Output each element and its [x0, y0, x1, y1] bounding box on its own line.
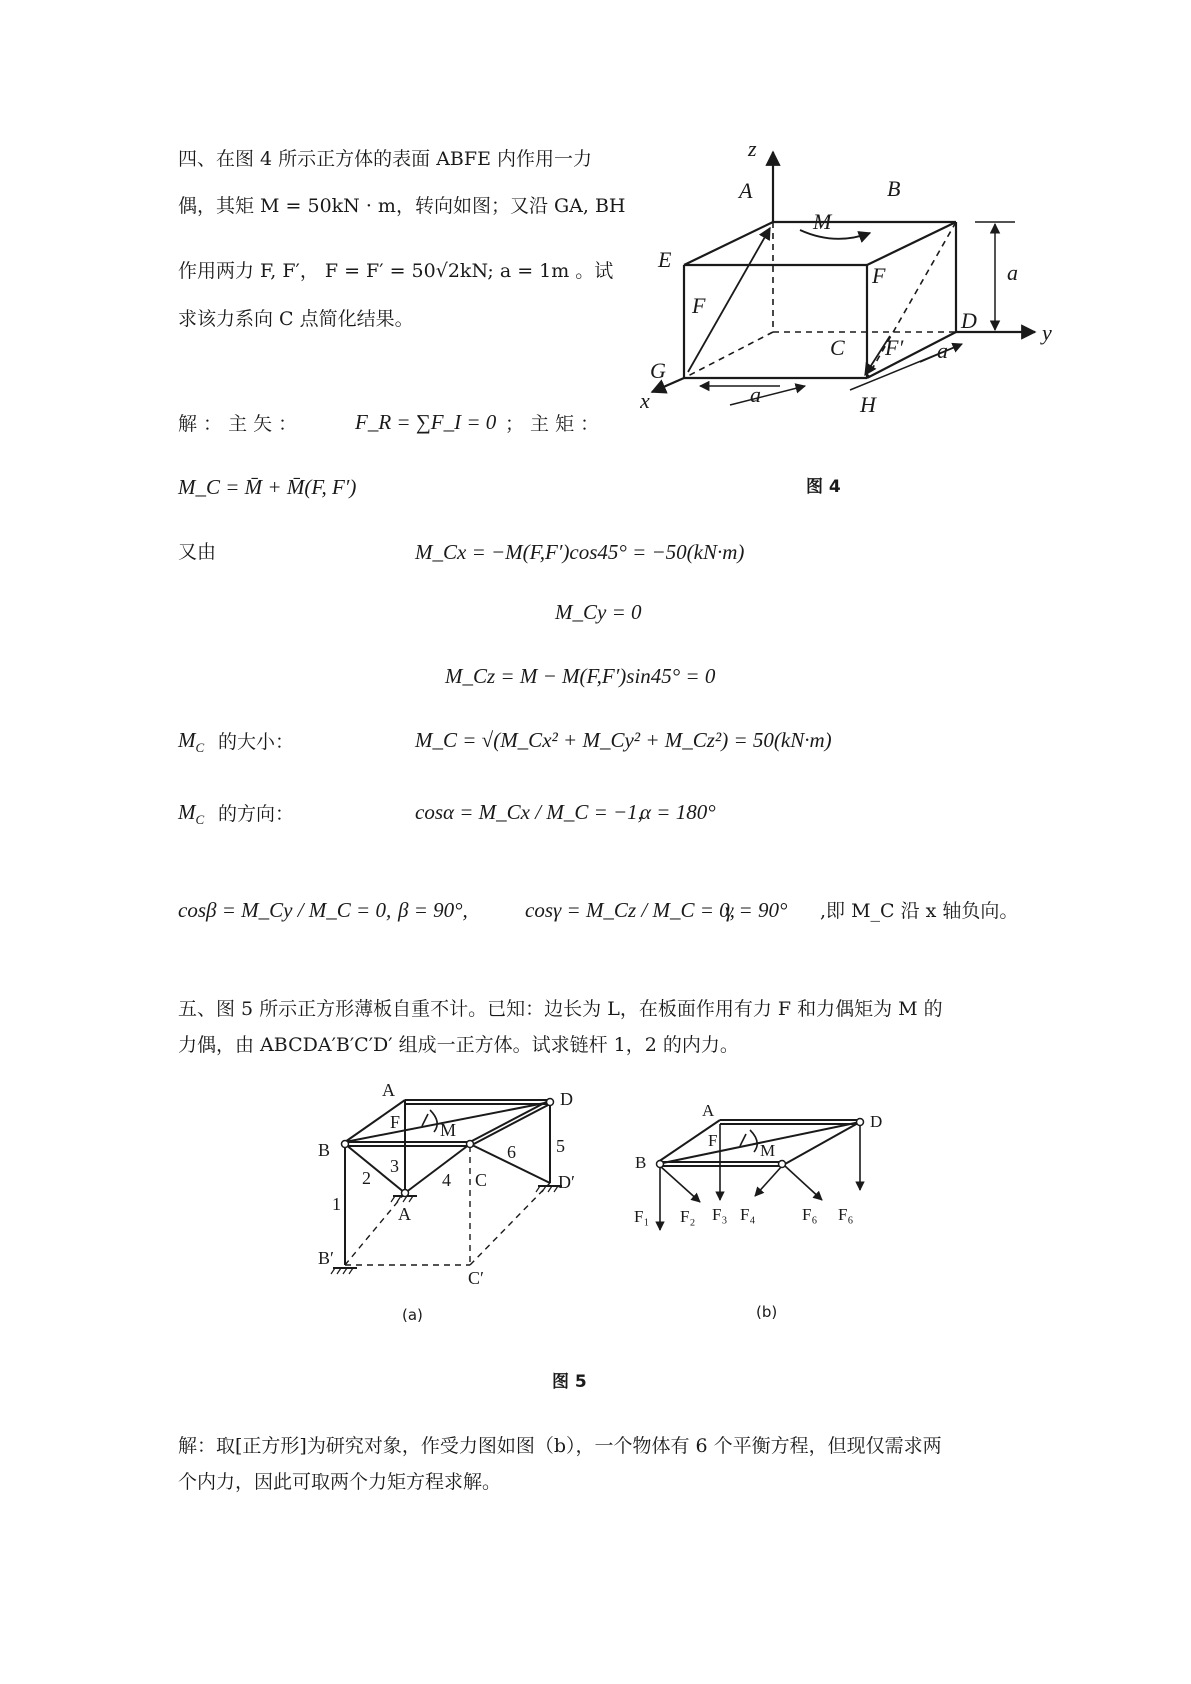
label-D: D: [961, 308, 977, 333]
fig5b-label-F1: F₁: [634, 1207, 650, 1226]
label-B: B: [887, 176, 901, 201]
solution4-main-moment-label: ； 主 矩 ：: [505, 413, 600, 435]
label-H: H: [860, 392, 876, 417]
mc-symbol-1: $M_C$: [178, 728, 205, 756]
label-F-force: F: [692, 293, 706, 318]
mc-symbol-2: $M_C$: [178, 800, 205, 828]
problem5-line2: 力偶，由 ABCDA′B′C′D′ 组成一正方体。试求链杆 1，2 的内力。: [178, 1034, 739, 1056]
solution4-mcz-eq: M_Cz = M − M(F,F′)sin45° = 0: [445, 664, 716, 688]
problem4-line1: 四、在图 4 所示正方体的表面 ABFE 内作用一力: [178, 148, 592, 170]
fig5a-label-2: 2: [362, 1168, 371, 1188]
solution4-mcy-eq: M_Cy = 0: [555, 600, 642, 624]
fig5b-label-F6a: F₆: [802, 1205, 818, 1224]
fig5a-label-D: D: [560, 1089, 573, 1109]
fig5b-label-F3: F₃: [712, 1205, 728, 1224]
problem5-line1: 五、图 5 所示正方形薄板自重不计。已知：边长为 L，在板面作用有力 F 和力偶矩为 M 的: [178, 998, 943, 1020]
solution4-mc-eq: M_C = M̄ + M̄(F, F′): [178, 475, 357, 499]
fig5b-label-A: A: [702, 1101, 715, 1120]
solution5-line2: 个内力，因此可取两个力矩方程求解。: [178, 1471, 502, 1493]
figure-5b-free-body: [630, 1100, 890, 1280]
label-F-vertex: F: [872, 263, 886, 288]
fig5a-label-1: 1: [332, 1194, 341, 1214]
label-G: G: [650, 358, 666, 383]
label-F-prime: F′: [885, 335, 904, 360]
solution4-gamma-val: γ = 90°: [725, 898, 788, 922]
label-M: M: [813, 209, 832, 234]
fig5a-label-5: 5: [556, 1136, 565, 1156]
figure-5a-caption: (a): [402, 1306, 423, 1324]
solution4-cos-beta-eq: cosβ = M_Cy / M_C = 0,: [178, 898, 392, 922]
fig5b-label-F2: F₂: [680, 1207, 696, 1226]
label-C: C: [830, 335, 845, 360]
figure-5a-cube: [310, 1080, 600, 1340]
solution4-magnitude-label: 的大小：: [218, 731, 295, 753]
fig5a-label-C: C: [475, 1170, 488, 1190]
fig5a-label-A-top: A: [382, 1080, 395, 1100]
problem4-line3: 作用两力 F, F′， F = F′ = 50√2kN; a = 1m 。试: [178, 260, 614, 282]
fig5b-label-F: F: [708, 1131, 718, 1150]
fig5a-label-C-prime: C′: [468, 1268, 484, 1288]
fig5a-label-F: F: [390, 1112, 401, 1132]
fig5a-label-A-bottom: A: [398, 1204, 411, 1224]
label-a-bottom: a: [750, 382, 761, 407]
solution4-intro: 解 ： 主 矢 ：: [178, 413, 298, 435]
solution4-magnitude-eq: M_C = √(M_Cx² + M_Cy² + M_Cz²) = 50(kN·m): [415, 728, 832, 752]
solution4-conclusion: ,即 M_C 沿 x 轴负向。: [820, 900, 1019, 922]
fig5b-label-F6b: F₆: [838, 1205, 854, 1224]
fig5a-label-4: 4: [442, 1170, 451, 1190]
solution4-mcx-eq: M_Cx = −M(F,F′)cos45° = −50(kN·m): [415, 540, 745, 564]
problem4-line2: 偶，其矩 M = 50kN · m，转向如图；又沿 GA, BH: [178, 195, 626, 217]
fig5b-label-D: D: [870, 1112, 883, 1131]
label-a-vertical: a: [1007, 260, 1018, 285]
label-x: x: [640, 388, 650, 413]
fig5b-label-B: B: [635, 1153, 647, 1172]
figure-5-caption: 图 5: [552, 1372, 587, 1392]
label-A: A: [739, 178, 753, 203]
solution4-cos-alpha-eq: cosα = M_Cx / M_C = −1,: [415, 800, 643, 824]
fig5b-label-F4: F₄: [740, 1205, 756, 1224]
problem4-line4: 求该力系向 C 点简化结果。: [178, 308, 414, 330]
figure-4-cube: [640, 140, 1060, 430]
fig5a-label-D-prime: D′: [558, 1172, 575, 1192]
figure-5b-caption: (b): [756, 1303, 778, 1321]
solution5-line1: 解：取[正方形]为研究对象，作受力图如图（b），一个物体有 6 个平衡方程，但现仅需求两: [178, 1435, 942, 1457]
label-E: E: [658, 247, 672, 272]
solution4-direction-label: 的方向：: [218, 803, 295, 825]
fig5a-label-3: 3: [390, 1156, 399, 1176]
fig5a-label-M: M: [440, 1120, 457, 1140]
solution4-main-vector-eq: F_R = ∑F_I = 0: [355, 410, 497, 434]
fig5b-label-M: M: [760, 1141, 776, 1160]
label-y: y: [1042, 320, 1052, 345]
solution4-alpha-val: α = 180°: [640, 800, 716, 824]
solution4-cos-gamma-eq: cosγ = M_Cz / M_C = 0,: [525, 898, 735, 922]
fig5a-label-6: 6: [507, 1142, 516, 1162]
fig5a-label-B: B: [318, 1140, 331, 1160]
figure-4-caption: 图 4: [806, 477, 841, 497]
solution4-youyou: 又由: [178, 541, 217, 563]
fig5a-label-B-prime: B′: [318, 1248, 334, 1268]
solution4-beta-val: β = 90°,: [398, 898, 468, 922]
label-a-right: a: [937, 338, 948, 363]
label-z: z: [748, 140, 757, 161]
